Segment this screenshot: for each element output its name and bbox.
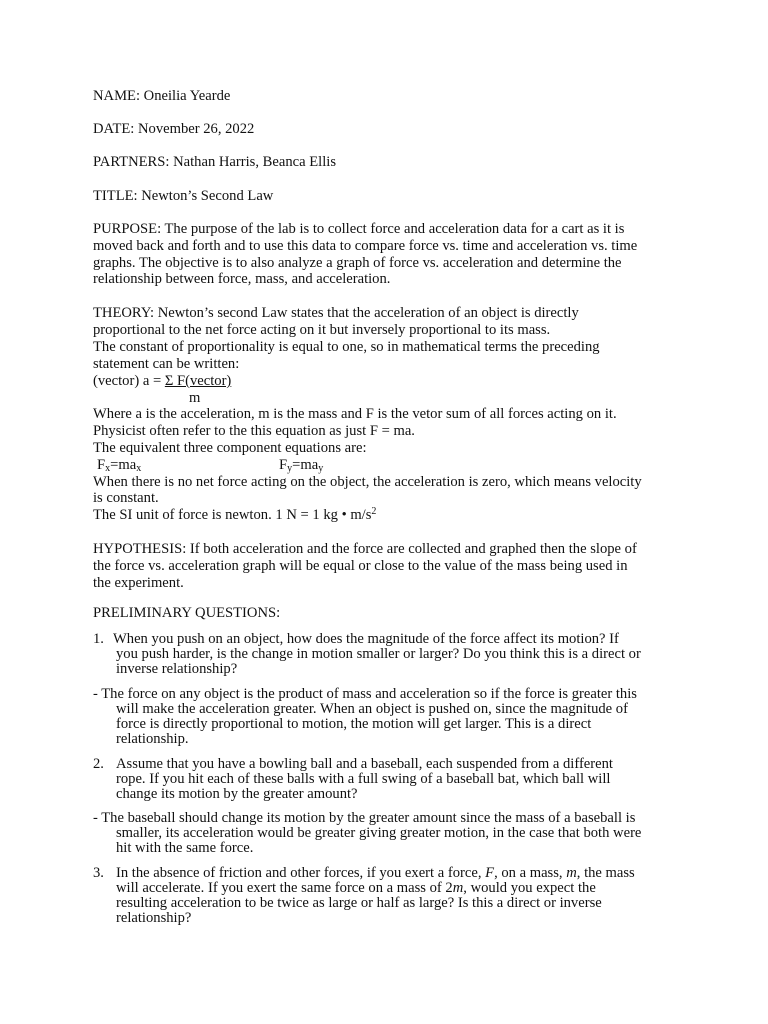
- question-line: rope. If you hit each of these balls with a full swing of a baseball bat, which ball will: [116, 771, 611, 787]
- fy-equation: $F_y=ma_y$: [279, 457, 324, 474]
- hypothesis-line: the experiment.: [93, 575, 184, 591]
- date-line: DATE: November 26, 2022: [93, 121, 255, 137]
- question-line: inverse relationship?: [116, 661, 238, 677]
- theory-line: When there is no net force acting on the object, the acceleration is zero, which means velocity: [93, 474, 642, 490]
- answer-line: force is directly proportional to motion, the motion will get larger. This is a direct: [116, 716, 592, 732]
- hypothesis-line: the force vs. acceleration graph will be equal or close to the value of the mass being used in: [93, 558, 628, 574]
- theory-line: Where a is the acceleration, m is the mass and F is the vetor sum of all forces acting on it.: [93, 406, 617, 422]
- question-line: In the absence of friction and other forces, if you exert a force, F, on a mass, m, the mass: [116, 865, 635, 881]
- purpose-line: graphs. The objective is to also analyze a graph of force vs. acceleration and determine the: [93, 255, 622, 271]
- equation-numerator: Σ F(vector): [164, 373, 232, 389]
- equation-denominator: m: [189, 390, 201, 406]
- question-line: change its motion by the greater amount?: [116, 786, 358, 802]
- theory-line: THEORY: Newton’s second Law states that the acceleration of an object is directly: [93, 305, 579, 321]
- theory-line: Physicist often refer to the this equation as just F = ma.: [93, 423, 415, 439]
- newton-equation: [93, 373, 231, 390]
- hypothesis-line: HYPOTHESIS: If both acceleration and the force are collected and graphed then the slope of: [93, 541, 637, 557]
- question-line: will accelerate. If you exert the same force on a mass of 2m, would you expect the: [116, 880, 596, 896]
- title-line: TITLE: Newton’s Second Law: [93, 188, 274, 204]
- purpose-line: moved back and forth and to use this data to compare force vs. time and acceleration vs. time: [93, 238, 638, 254]
- fx-equation: $F_x=ma_x$: [97, 457, 142, 474]
- answer-line: hit with the same force.: [116, 840, 254, 856]
- purpose-line: PURPOSE: The purpose of the lab is to collect force and acceleration data for a cart as it is: [93, 221, 625, 237]
- theory-line: The equivalent three component equations are:: [93, 440, 367, 456]
- prelim-heading: PRELIMINARY QUESTIONS:: [93, 605, 281, 621]
- question-line: When you push on an object, how does the magnitude of the force affect its motion? If: [113, 631, 619, 647]
- question-number: 1.: [93, 631, 104, 647]
- equation-prefix: (vector) a =: [93, 373, 165, 389]
- theory-line: statement can be written:: [93, 356, 240, 372]
- question-line: resulting acceleration to be twice as large or half as large? Is this a direct or inverse: [116, 895, 602, 911]
- theory-line: is constant.: [93, 490, 159, 506]
- theory-line: proportional to the net force acting on it but inversely proportional to its mass.: [93, 322, 551, 338]
- partners-line: PARTNERS: Nathan Harris, Beanca Ellis: [93, 154, 336, 170]
- question-line: relationship?: [116, 910, 192, 926]
- theory-line: The constant of proportionality is equal to one, so in mathematical terms the preceding: [93, 339, 600, 355]
- si-unit-line: The SI unit of force is newton. 1 N = 1 kg • $m/s^2$: [93, 506, 377, 523]
- question-line: Assume that you have a bowling ball and a baseball, each suspended from a different: [116, 756, 613, 772]
- question-number: 3.: [93, 865, 104, 881]
- answer-line: relationship.: [116, 731, 189, 747]
- name-line: NAME: Oneilia Yearde: [93, 88, 231, 104]
- answer-line: - The baseball should change its motion by the greater amount since the mass of a baseball is: [93, 810, 636, 826]
- answer-line: smaller, its acceleration would be greater giving greater motion, in the case that both were: [116, 825, 642, 841]
- purpose-line: relationship between force, mass, and acceleration.: [93, 271, 391, 287]
- question-line: you push harder, is the change in motion smaller or larger? Do you think this is a direct or: [116, 646, 641, 662]
- answer-line: will make the acceleration greater. When an object is pushed on, since the magnitude of: [116, 701, 628, 717]
- answer-line: - The force on any object is the product of mass and acceleration so if the force is greater this: [93, 686, 637, 702]
- question-number: 2.: [93, 756, 104, 772]
